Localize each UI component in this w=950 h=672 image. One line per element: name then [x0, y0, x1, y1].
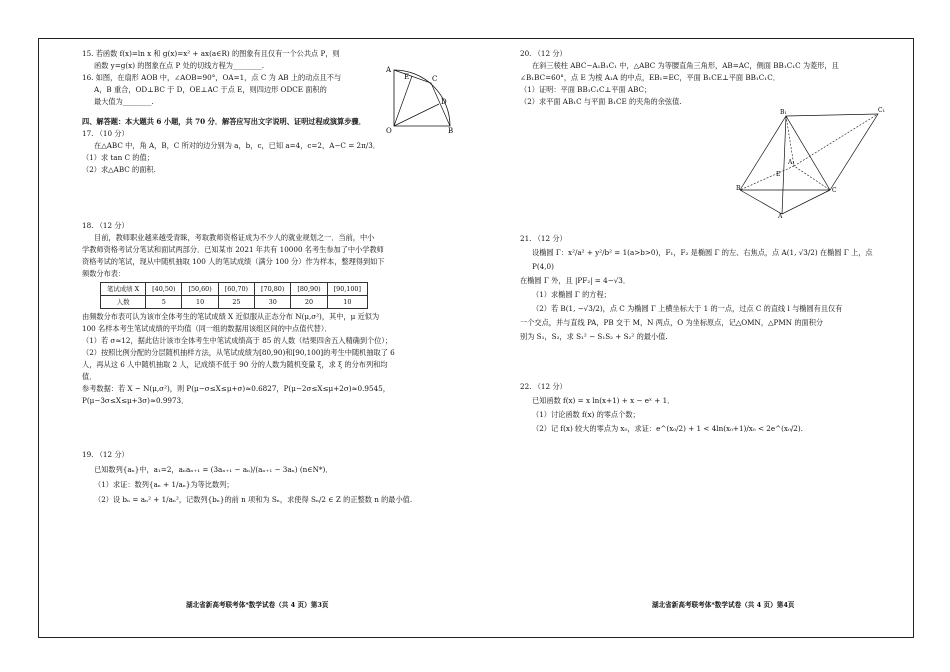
table-cell: 10 — [182, 296, 218, 309]
table-header-cell: 笔试成绩 X — [101, 283, 146, 296]
text-line: （1）求证：数列{aₙ + 1/aₙ}为等比数列； — [94, 480, 234, 489]
text-line: 在椭圆 Γ 外，且 |PF₂| = 4−√3． — [520, 276, 631, 285]
table-header-cell: [60,70) — [218, 283, 254, 296]
right-page — [520, 48, 885, 436]
text-line: 在斜三棱柱 ABC−A₁B₁C₁ 中，△ABC 为等腰直角三角形，AB=AC，侧面 BB₁C₁C 为菱形，且 — [532, 61, 839, 70]
label-D: D — [441, 98, 447, 106]
text-line: （2）求△ABC 的面积. — [82, 165, 156, 174]
text-line: 资格考试的笔试，现从中随机抽取 100 人的笔试成绩（满分 100 分）作为样本，整理得到如下 — [82, 257, 385, 266]
text-line: 15. 若函数 f(x)=ln x 和 g(x)=x² + ax(a∈R) 的图象有且仅有一个公共点 P，则 — [82, 49, 340, 58]
text-line: （2）记 f(x) 较大的零点为 x₀，求证：e^(x₀/2) + 1 < 4ln(x₀+1)/x₀ < 2e^(x₀/2). — [532, 424, 803, 433]
label-O: O — [386, 127, 392, 135]
text-line: 设椭圆 Γ：x²/a² + y²/b² = 1(a>b>0)，F₁，F₂ 是椭圆 Γ 的左、右焦点，点 A(1, √3/2) 在椭圆 Γ 上，点 P(4,0) — [532, 248, 875, 271]
text-line: （2）求平面 AB₁C 与平面 B₁CE 的夹角的余弦值. — [520, 97, 682, 106]
text-line: （1）求椭圆 Γ 的方程； — [532, 290, 611, 299]
text-line: 函数 y=g(x) 的图象在点 P 处的切线方程为________. — [94, 61, 264, 70]
table-header-cell: [70,80) — [255, 283, 291, 296]
text-line: 最大值为________. — [94, 97, 154, 106]
text-line: （2）按照比例分配的分层随机抽样方法，从笔试成绩为[80,90)和[90,100]的考生中随机抽取了 6 — [82, 348, 395, 357]
text-line: 100 名样本考生笔试成绩的平均值（同一组的数据用该组区间的中点值代替）． — [82, 324, 332, 333]
right-page-footer: 湖北省新高考联考体*数学试卷（共 4 页）第4页 — [652, 601, 795, 609]
problem-21 — [520, 232, 885, 344]
text-line: A，B 重合，OD⊥BC 于 D，OE⊥AC 于点 E，则四边形 ODCE 面积的 — [94, 85, 327, 94]
text-line: 目前，教师职业越来越受青睐，考取教师资格证成为不少人的就业规划之一．当前，中小 — [94, 233, 375, 242]
table-cell: 5 — [146, 296, 182, 309]
text-line: 18. （12 分） — [82, 221, 129, 230]
text-line: 由频数分布表可认为该市全体考生的笔试成绩 X 近似服从正态分布 N(μ,σ²)，其中，μ 近似为 — [82, 312, 380, 321]
text-line: 值． — [82, 372, 97, 381]
frequency-table — [100, 282, 368, 309]
table-cell: 25 — [218, 296, 254, 309]
table-cell: 30 — [255, 296, 291, 309]
problem-22 — [520, 380, 885, 436]
text-line: 17. （10 分） — [82, 129, 129, 138]
table-header-cell: [90,100] — [327, 283, 367, 296]
table-cell: 20 — [291, 296, 327, 309]
sector-figure — [384, 62, 459, 134]
text-line: 学教师资格考试分笔试和面试两部分．已知某市 2021 年共有 10000 名考生参加了中小学教师 — [82, 245, 384, 254]
problem-18 — [82, 220, 454, 407]
left-page-footer: 湖北省新高考联考体*数学试卷（共 4 页）第3页 — [186, 601, 329, 609]
problem-17 — [82, 128, 454, 176]
problem-20 — [520, 48, 885, 222]
text-line: 16. 如图，在扇形 AOB 中，∠AOB=90°，OA=1，点 C 为 AB 上的动点且不与 — [82, 73, 342, 82]
label-E: E — [776, 171, 781, 178]
text-line: 人，再从这 6 人中随机抽取 2 人，记成绩不低于 90 分的人数为随机变量 ξ，求 ξ 的分布列和均 — [82, 360, 388, 369]
label-E: E — [404, 73, 410, 81]
text-line: 20. （12 分） — [520, 49, 567, 58]
prism-figure — [738, 106, 888, 218]
text-line: 21. （12 分） — [520, 234, 567, 243]
table-cell: 10 — [327, 296, 367, 309]
section-heading: 四、解答题：本大题共 6 小题，共 70 分．解答应写出文字说明、证明过程或演算步骤． — [82, 117, 366, 126]
text-line: ∠B₁BC=60°，点 E 为棱 A₁A 的中点，EB₁=EC，平面 B₁CE⊥平面 BB₁C₁C． — [520, 73, 780, 82]
label-B: B — [448, 127, 454, 135]
label-C: C — [432, 75, 438, 83]
text-line: 别为 S₁，S₂，求 S₁² − S₁S₂ + S₂² 的最小值. — [520, 332, 668, 341]
label-A: A — [778, 213, 783, 220]
label-A1: A₁ — [788, 159, 795, 166]
label-C: C — [832, 187, 837, 194]
label-C1: C₁ — [878, 107, 885, 114]
text-line: （1）求 tan C 的值； — [82, 153, 154, 162]
label-A: A — [386, 66, 392, 74]
text-line: （1）若 σ≈12，据此估计该市全体考生中笔试成绩高于 85 的人数（结果四舍五入精确到个位）； — [82, 336, 393, 345]
text-line: 已知函数 f(x) = x ln(x+1) + x − eˣ + 1． — [532, 396, 675, 405]
table-header-cell: [40,50) — [146, 283, 182, 296]
left-page — [82, 48, 454, 507]
problem-19 — [82, 447, 454, 507]
text-line: （1）证明：平面 BB₁C₁C⊥平面 ABC； — [520, 85, 652, 94]
text-line: 22. （12 分） — [520, 382, 567, 391]
text-line: 参考数据：若 X ~ N(μ,σ²)，则 P(μ−σ≤X≤μ+σ)≈0.6827，P(μ−2σ≤X≤μ+2σ)≈0.9545， — [82, 384, 390, 393]
label-B1: B₁ — [780, 109, 787, 116]
text-line: （2）若 B(1, −√3/2)，点 C 为椭圆 Γ 上横坐标大于 1 的一点，过点 C 的直线 l 与椭圆有且仅有 — [532, 304, 843, 313]
table-header-cell: [50,60) — [182, 283, 218, 296]
label-B: B — [736, 185, 741, 192]
table-header-cell: [80,90) — [291, 283, 327, 296]
text-line: 频数分布表： — [82, 269, 126, 278]
table-cell: 人数 — [101, 296, 146, 309]
text-line: 一个交点，并与直线 PA，PB 交于 M，N 两点，O 为坐标原点，记△OMN，△PMN 的面积分 — [520, 318, 824, 327]
text-line: 19. （12 分） — [82, 450, 129, 459]
text-line: P(μ−3σ≤X≤μ+3σ)≈0.9973． — [82, 396, 189, 405]
text-line: 已知数列{aₙ}中，a₁=2，aₙaₙ₊₁ = (3aₙ₊₁ − aₙ)/(aₙ₊₁ − 3aₙ) (n∈N*)． — [94, 465, 333, 474]
text-line: 在△ABC 中，角 A，B，C 所对的边分别为 a，b，c，已知 a=4，c=2，A−C = 2π/3． — [94, 141, 380, 150]
text-line: （1）讨论函数 f(x) 的零点个数； — [532, 410, 640, 419]
text-line: （2）设 bₙ = aₙ² + 1/aₙ²，记数列{bₙ}的前 n 项和为 Sₙ，求使得 Sₙ/2 ∈ Z 的正整数 n 的最小值. — [94, 495, 413, 504]
